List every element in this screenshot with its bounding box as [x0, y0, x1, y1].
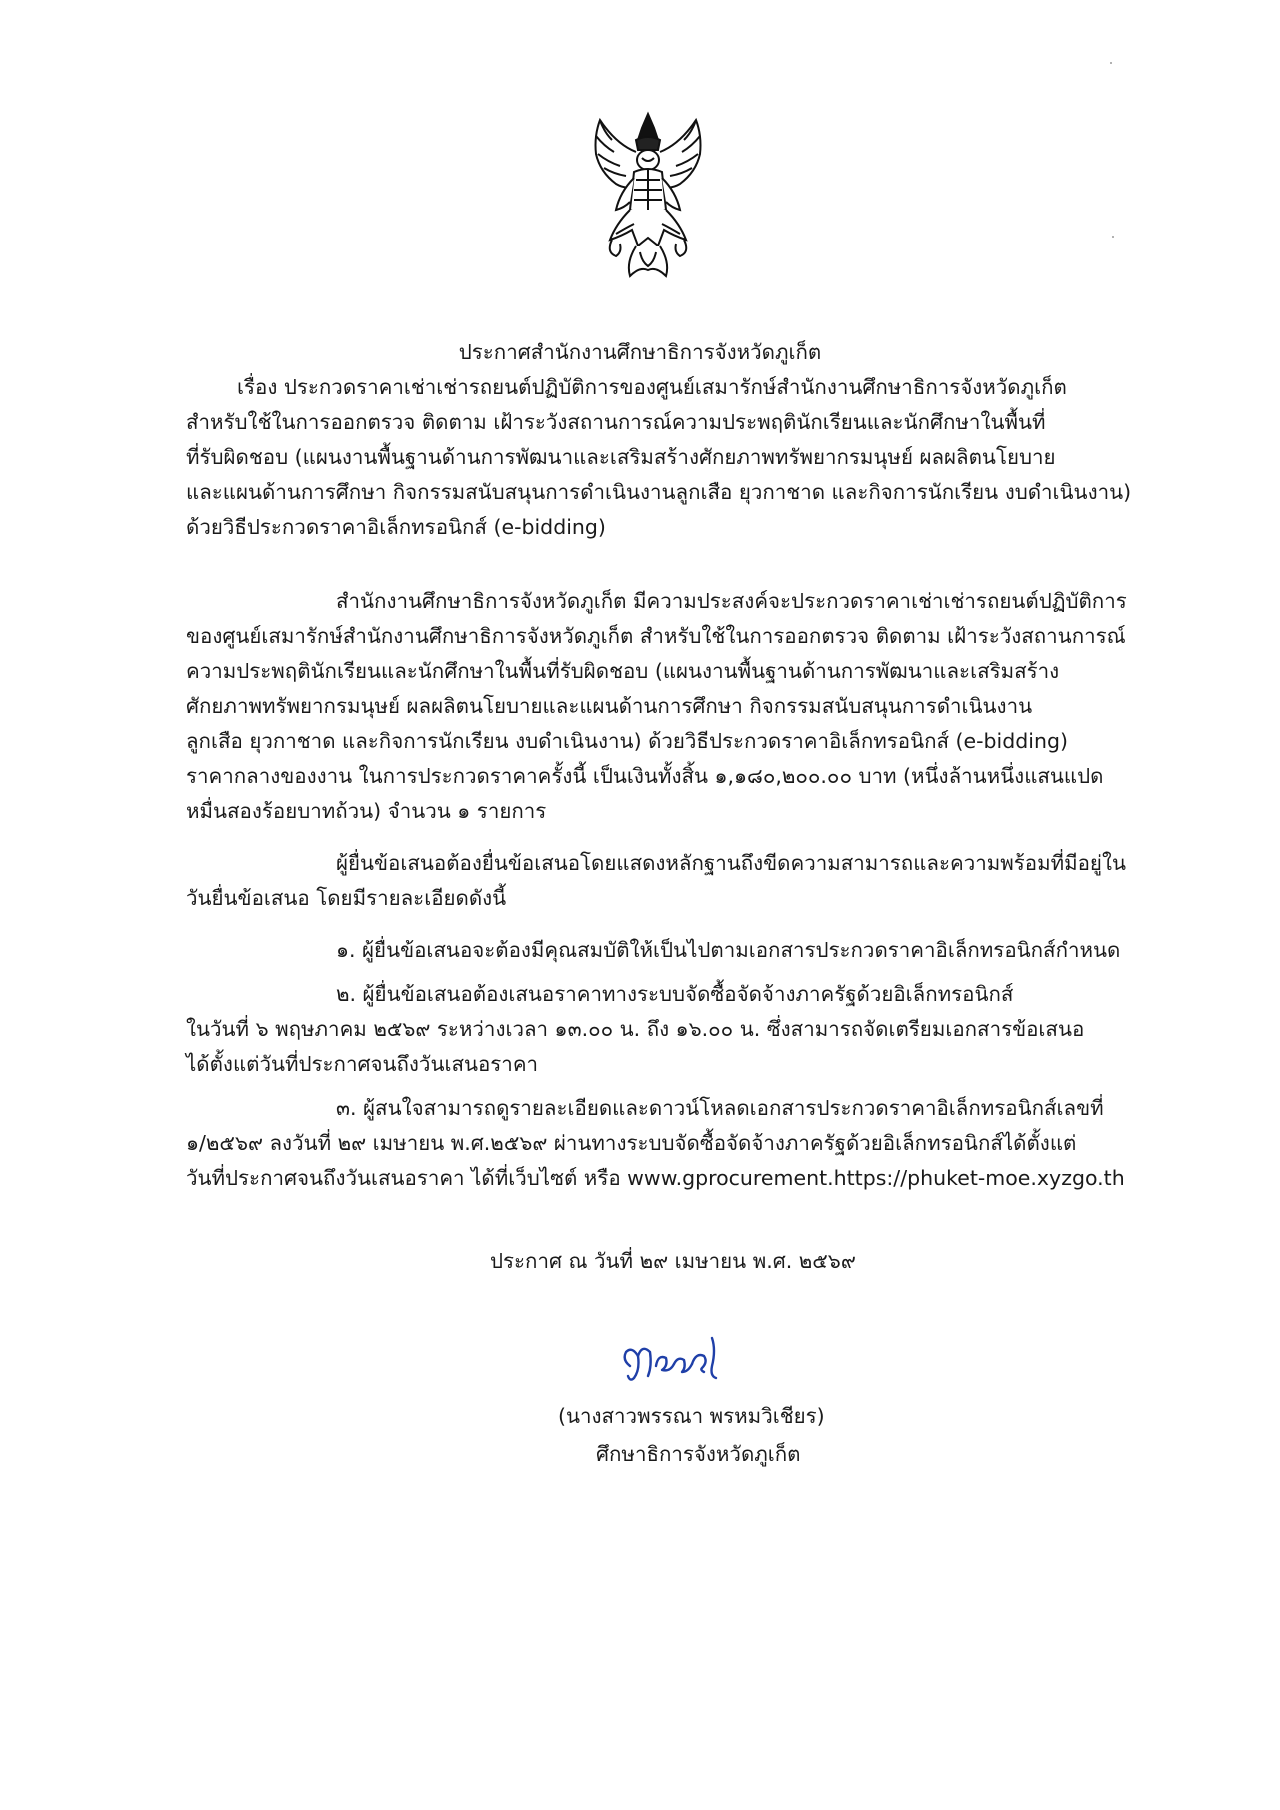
- body-line: สำนักงานศึกษาธิการจังหวัดภูเก็ต มีความประสงค์จะประกวดราคาเช่าเช่ารถยนต์ปฏิบัติการ: [336, 589, 1127, 613]
- signer-name: (นางสาวพรรณา พรหมวิเชียร): [558, 1404, 825, 1428]
- subject-line: เรื่อง ประกวดราคาเช่าเช่ารถยนต์ปฏิบัติการของศูนย์เสมารักษ์สำนักงานศึกษาธิการจังหวัดภูเก็ต: [237, 375, 1067, 399]
- subject-line: และแผนด้านการศึกษา กิจกรรมสนับสนุนการดำเนินงานลูกเสือ ยุวกาชาด และกิจการนักเรียน งบดำเนินงาน): [186, 480, 1132, 504]
- garuda-emblem-icon: [586, 106, 710, 284]
- body-line: วันยื่นข้อเสนอ โดยมีรายละเอียดดังนี้: [186, 886, 507, 910]
- scan-speck: [1112, 236, 1114, 238]
- subject-line: ที่รับผิดชอบ (แผนงานพื้นฐานด้านการพัฒนาและเสริมสร้างศักยภาพทรัพยากรมนุษย์ ผลผลิตนโยบาย: [186, 445, 1056, 469]
- subject-line: สำหรับใช้ในการออกตรวจ ติดตาม เฝ้าระวังสถานการณ์ความประพฤตินักเรียนและนักศึกษาในพื้นที่: [186, 410, 1046, 434]
- signer-position: ศึกษาธิการจังหวัดภูเก็ต: [596, 1442, 801, 1466]
- body-line: ผู้ยื่นข้อเสนอต้องยื่นข้อเสนอโดยแสดงหลักฐานถึงขีดความสามารถและความพร้อมที่มีอยู่ใน: [336, 851, 1126, 875]
- body-line: ศักยภาพทรัพยากรมนุษย์ ผลผลิตนโยบายและแผนด้านการศึกษา กิจกรรมสนับสนุนการดำเนินงาน: [186, 694, 1033, 718]
- list-item: ๓. ผู้สนใจสามารถดูรายละเอียดและดาวน์โหลดเอกสารประกวดราคาอิเล็กทรอนิกส์เลขที่: [336, 1096, 1104, 1120]
- list-item: ๑. ผู้ยื่นข้อเสนอจะต้องมีคุณสมบัติให้เป็นไปตามเอกสารประกวดราคาอิเล็กทรอนิกส์กำหนด: [336, 938, 1121, 962]
- list-item-continued: ๑/๒๕๖๙ ลงวันที่ ๒๙ เมษายน พ.ศ.๒๕๖๙ ผ่านทางระบบจัดซื้อจัดจ้างภาครัฐด้วยอิเล็กทรอนิกส์ได้ตั้งแต่: [186, 1131, 1077, 1155]
- body-line: ลูกเสือ ยุวกาชาด และกิจการนักเรียน งบดำเนินงาน) ด้วยวิธีประกวดราคาอิเล็กทรอนิกส์ (e-bidding): [186, 729, 1068, 753]
- list-item-continued: ในวันที่ ๖ พฤษภาคม ๒๕๖๙ ระหว่างเวลา ๑๓.๐๐ น. ถึง ๑๖.๐๐ น. ซึ่งสามารถจัดเตรียมเอกสารข้อเสนอ: [186, 1017, 1085, 1041]
- scan-speck: [1110, 62, 1112, 64]
- handwritten-signature-icon: [612, 1326, 732, 1396]
- list-item-continued: วันที่ประกาศจนถึงวันเสนอราคา ได้ที่เว็บไซต์ หรือ www.gprocurement.https://phuket-moe.xyzgo.th: [186, 1166, 1125, 1190]
- list-item-continued: ได้ตั้งแต่วันที่ประกาศจนถึงวันเสนอราคา: [186, 1052, 539, 1076]
- body-line: หมื่นสองร้อยบาทถ้วน) จำนวน ๑ รายการ: [186, 799, 547, 823]
- body-line: ความประพฤตินักเรียนและนักศึกษาในพื้นที่รับผิดชอบ (แผนงานพื้นฐานด้านการพัฒนาและเสริมสร้าง: [186, 659, 1060, 683]
- subject-line: ด้วยวิธีประกวดราคาอิเล็กทรอนิกส์ (e-bidding): [186, 515, 606, 539]
- announcement-date: ประกาศ ณ วันที่ ๒๙ เมษายน พ.ศ. ๒๕๖๙: [490, 1249, 856, 1273]
- list-item: ๒. ผู้ยื่นข้อเสนอต้องเสนอราคาทางระบบจัดซื้อจัดจ้างภาครัฐด้วยอิเล็กทรอนิกส์: [336, 982, 1014, 1006]
- announcement-title: ประกาศสำนักงานศึกษาธิการจังหวัดภูเก็ต: [458, 340, 822, 364]
- body-line: ราคากลางของงาน ในการประกวดราคาครั้งนี้ เป็นเงินทั้งสิ้น ๑,๑๘๐,๒๐๐.๐๐ บาท (หนึ่งล้านหนึ่งแสนแปด: [186, 764, 1104, 788]
- body-line: ของศูนย์เสมารักษ์สำนักงานศึกษาธิการจังหวัดภูเก็ต สำหรับใช้ในการออกตรวจ ติดตาม เฝ้าระวังสถานการณ์: [186, 624, 1126, 648]
